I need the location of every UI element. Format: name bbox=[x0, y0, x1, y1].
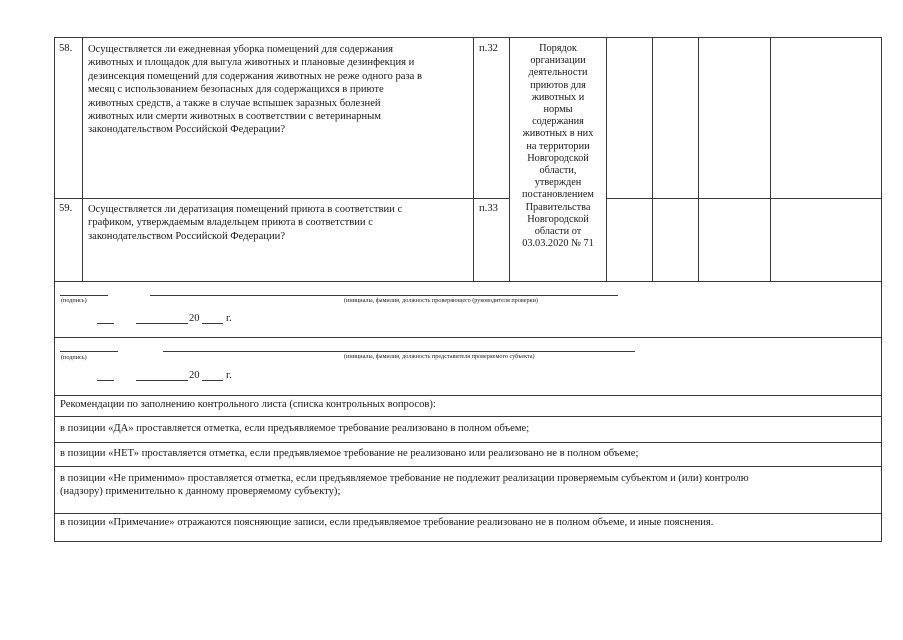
recommendation-note: в позиции «Примечание» отражаются поясняющие записи, если предъявляемое требование реализовано не в полном объеме, и иные пояснения. bbox=[60, 517, 714, 528]
rec-heading-top bbox=[54, 395, 882, 396]
question-59: Осуществляется ли дератизация помещений приюта в соответствии с графиком, утверждаемым владельцем приюта в соответствии с законодательством Российской Федерации? bbox=[88, 204, 403, 242]
name-line-subject bbox=[163, 351, 635, 352]
point-58: п.32 bbox=[479, 43, 498, 54]
date-day-line-2 bbox=[97, 380, 114, 381]
legal-act-reference: Порядок организации деятельности приютов для животных и нормы содержания животных в них на территории Новгородской области, утвержден постановлением Правительства Новгородской области от 03.03.2020 № 71 bbox=[522, 43, 594, 250]
col-divider-na bbox=[770, 37, 771, 281]
col-divider-yes bbox=[652, 37, 653, 281]
sign-caption-subject: (подпись) bbox=[61, 354, 87, 361]
rec-item-3-top bbox=[54, 466, 882, 467]
date-day-line-1 bbox=[97, 323, 114, 324]
col-divider-act bbox=[606, 37, 607, 281]
recommendations-heading: Рекомендации по заполнению контрольного листа (списка контрольных вопросов): bbox=[60, 399, 436, 410]
date-year-prefix-1: 20 bbox=[189, 313, 200, 324]
rec-item-2-top bbox=[54, 442, 882, 443]
rec-item-1-top bbox=[54, 416, 882, 417]
point-59: п.33 bbox=[479, 203, 498, 214]
name-caption-inspector: (инициалы, фамилия, должность проверяющего (руководителя проверки) bbox=[344, 297, 538, 304]
row-divider-58-59-right bbox=[606, 198, 882, 199]
date-suffix-2: г. bbox=[226, 370, 232, 381]
date-month-line-2 bbox=[136, 380, 188, 381]
col-divider-number bbox=[82, 37, 83, 281]
question-58: Осуществляется ли ежедневная уборка помещений для содержания животных и площадок для выгула животных и плановые дезинфекция и дезинсекция помещений для содержания животных не реже одного раза в месяц с использованием безопасных для содержащихся в приюте животных средств, а также в случае вспышек заразных болезней животных или смерти животных в соответствии с ветеринарным законодательством Российской Федерации? bbox=[88, 44, 423, 136]
col-divider-no bbox=[698, 37, 699, 281]
row-divider-58-59-left bbox=[54, 198, 509, 199]
name-caption-subject: (инициалы, фамилия, должность представителя проверяемого субъекта) bbox=[344, 353, 535, 360]
date-year-line-1 bbox=[202, 323, 223, 324]
recommendation-yes: в позиции «ДА» проставляется отметка, если предъявляемое требование реализовано в полном объеме; bbox=[60, 423, 530, 434]
recommendation-not-applicable: в позиции «Не применимо» проставляется отметка, если предъявляемое требование не подлежит реализации проверяемым субъектом и (или) контролю (надзору) применительно к данному проверяемому субъекту); bbox=[60, 473, 749, 498]
table-bottom-line bbox=[54, 281, 882, 282]
signature-line-subject bbox=[60, 351, 118, 352]
recommendation-no: в позиции «НЕТ» проставляется отметка, если предъявляемое требование не реализовано или реализовано не в полном объеме; bbox=[60, 448, 639, 459]
col-divider-question bbox=[473, 37, 474, 281]
date-month-line-1 bbox=[136, 323, 188, 324]
row-number-59: 59. bbox=[59, 203, 73, 214]
name-line-inspector bbox=[150, 295, 618, 296]
row-number-58: 58. bbox=[59, 43, 73, 54]
date-suffix-1: г. bbox=[226, 313, 232, 324]
rec-item-4-top bbox=[54, 513, 882, 514]
signature-divider bbox=[54, 337, 882, 338]
date-year-line-2 bbox=[202, 380, 223, 381]
date-year-prefix-2: 20 bbox=[189, 370, 200, 381]
signature-line-inspector bbox=[60, 295, 108, 296]
sign-caption-inspector: (подпись) bbox=[61, 297, 87, 304]
